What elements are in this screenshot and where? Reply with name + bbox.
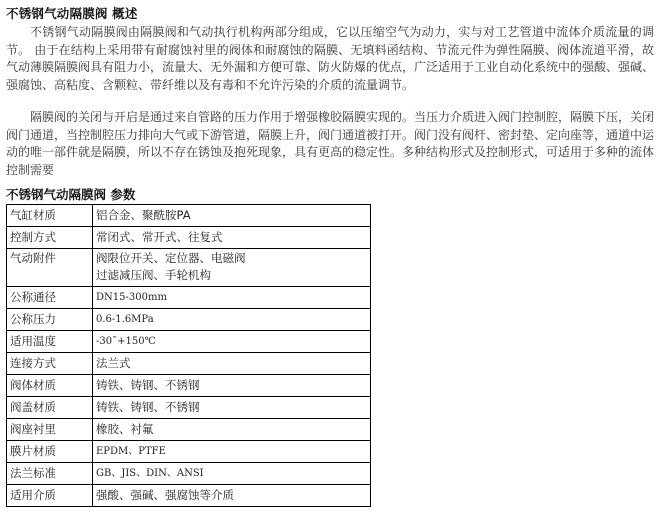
param-name-cell: 控制方式: [7, 227, 93, 249]
param-name-cell: 公称压力: [7, 309, 93, 331]
param-value-line: EPDM、PTFE: [96, 446, 166, 457]
parameters-table: [6, 204, 371, 507]
param-value-line: 铝合金、聚酰胺PA: [96, 208, 191, 222]
param-value-cell: [93, 331, 371, 353]
table-row: [7, 309, 371, 331]
param-value-line: 法兰式: [96, 356, 131, 370]
param-value-line: -30˜+150℃: [96, 336, 156, 347]
param-name-cell: 公称通径: [7, 287, 93, 309]
param-value-line: 铸铁、铸钢、不锈钢: [96, 400, 200, 414]
param-value-cell: [93, 249, 371, 287]
param-value-line: 强酸、强碱、强腐蚀等介质: [96, 488, 234, 502]
param-value-line: 0.6-1.6MPa: [96, 314, 154, 325]
param-value-cell: [93, 287, 371, 309]
param-name-cell: 适用温度: [7, 331, 93, 353]
table-row: [7, 249, 371, 287]
param-value-line: 铸铁、铸钢、不锈钢: [96, 378, 200, 392]
param-value-line: GB、JIS、DIN、ANSI: [96, 468, 204, 479]
param-name-cell: 气动附件: [7, 249, 93, 287]
param-value-cell: [93, 441, 371, 463]
param-name-cell: 连接方式: [7, 353, 93, 375]
table-row: [7, 205, 371, 227]
param-value-cell: [93, 205, 371, 227]
param-value-line: DN15-300mm: [96, 292, 167, 303]
param-name-cell: 阀座衬里: [7, 419, 93, 441]
table-row: [7, 485, 371, 507]
overview-paragraph-1: 不锈钢气动隔膜阀由隔膜阀和气动执行机构两部分组成，它以压缩空气为动力，实与对工艺管道中流体介质流量的调节。 由于在结构上采用带有耐腐蚀衬里的阀体和耐腐蚀的隔膜、无填料函结构、节流元件为弹性隔膜、阀体流道平滑，故气动薄膜隔膜阀具有阻力小，流量大、无外漏和方便可靠、防火防爆的优点，广泛适用于工业自动化系统中的强酸、强碱、强腐蚀、高粘度、含颗粒、带纤维以及有毒和不允许污染的介质的流量调节。: [6, 25, 655, 92]
table-row: [7, 441, 371, 463]
param-value-cell: [93, 485, 371, 507]
param-name-cell: 气缸材质: [7, 205, 93, 227]
param-value-cell: [93, 309, 371, 331]
table-row: [7, 353, 371, 375]
table-row: [7, 287, 371, 309]
table-row: [7, 419, 371, 441]
param-value-cell: [93, 227, 371, 249]
param-name-cell: 适用介质: [7, 485, 93, 507]
param-value-cell: [93, 375, 371, 397]
table-row: [7, 463, 371, 485]
param-value-line: 橡胶、衬氟: [96, 422, 154, 436]
param-name-cell: 膜片材质: [7, 441, 93, 463]
param-value-cell: [93, 463, 371, 485]
table-row: [7, 397, 371, 419]
parameters-title: 不锈钢气动隔膜阀 参数: [6, 187, 136, 202]
param-value-cell: [93, 419, 371, 441]
param-value-cell: [93, 353, 371, 375]
param-name-cell: 阀体材质: [7, 375, 93, 397]
param-value-line: 阀限位开关、定位器、电磁阀: [96, 251, 246, 265]
table-row: [7, 331, 371, 353]
param-name-cell: 阀盖材质: [7, 397, 93, 419]
param-name-cell: 法兰标准: [7, 463, 93, 485]
overview-title: 不锈钢气动隔膜阀 概述: [6, 6, 138, 21]
table-row: [7, 375, 371, 397]
table-row: [7, 227, 371, 249]
param-value-line: 常闭式、常开式、往复式: [96, 230, 223, 244]
param-value-cell: [93, 397, 371, 419]
parameters-table-body: [7, 205, 371, 507]
overview-paragraph-2: 隔膜阀的关闭与开启是通过来自管路的压力作用于增强橡胶隔膜实现的。当压力介质进入阀门控制腔，隔膜下压，关闭阀门通道，当控制腔压力排向大气或下游管道，隔膜上升，阀门通道被打开。阀门没有阀杆、密封垫、定向座等，通道中运动的唯一部件就是隔膜，所以不存在锈蚀及抱死现象，具有更高的稳定性。多种结构形式及控制形式，可适用于多种的流体控制需要: [6, 110, 655, 177]
param-value-line: 过滤减压阀、手轮机构: [96, 268, 211, 282]
